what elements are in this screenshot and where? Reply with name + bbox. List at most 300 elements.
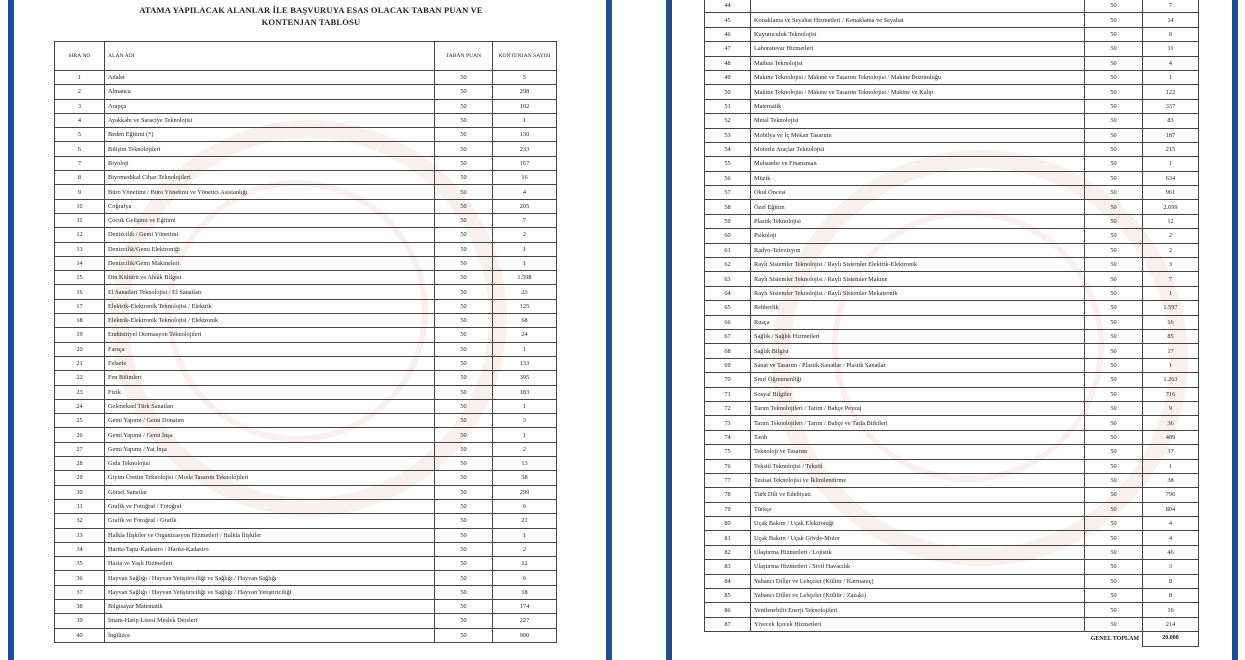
quota-count: 83 [1143,114,1199,128]
table-row [55,342,557,356]
base-points: 50 [1085,114,1143,128]
area-name: Rusça [751,315,1085,329]
area-name: Yenilenebilir Enerji Teknolojileri [751,603,1085,617]
document-page-left [16,0,606,660]
row-number: 29 [55,471,105,485]
area-name: Biyomedikal Cihaz Teknolojileri [105,171,435,185]
table-row [55,499,557,513]
area-name: Gemi Yapımı / Gemi İnşa [105,428,435,442]
row-number: 12 [55,228,105,242]
quota-count: 3 [493,414,557,428]
base-points: 50 [435,242,493,256]
table-row [705,502,1199,516]
row-number: 19 [55,328,105,342]
table-row [55,171,557,185]
base-points: 50 [1085,243,1143,257]
table-row [705,603,1199,617]
table-row [705,531,1199,545]
quota-count: 68 [493,314,557,328]
base-points: 50 [435,128,493,142]
base-points: 50 [435,285,493,299]
area-name: Tekstil Teknolojisi / Tekstil [751,459,1085,473]
base-points: 50 [435,528,493,542]
quota-count: 17 [1143,344,1199,358]
base-points: 50 [435,542,493,556]
area-name: Metal Teknolojisi [751,114,1085,128]
quota-count: 337 [1143,99,1199,113]
base-points: 50 [1085,488,1143,502]
left-margin-bar [8,0,14,660]
row-number: 21 [55,356,105,370]
row-number: 75 [705,445,751,459]
area-name: Sağlık Bilgisi [751,344,1085,358]
table-row [55,242,557,256]
base-points: 50 [1085,13,1143,27]
area-name: Gemi Yapımı / Yat İnşa [105,442,435,456]
area-name: Yabancı Diller ve Lehçeler (Kültür / Karmanıç) [751,574,1085,588]
base-points: 50 [435,499,493,513]
row-number: 14 [55,256,105,270]
row-number: 24 [55,399,105,413]
area-name: Bilgisayar Matematik [105,599,435,613]
row-number: 26 [55,428,105,442]
quota-count: 11 [1143,42,1199,56]
quota-count: 4 [493,185,557,199]
table-row [705,13,1199,27]
area-name: İmam-Hatip Lisesi Meslek Dersleri [105,614,435,628]
table-row [55,71,557,85]
table-row [705,589,1199,603]
table-row [705,488,1199,502]
quota-count: 8 [1143,27,1199,41]
quota-count: 38 [493,471,557,485]
base-points: 50 [1085,200,1143,214]
quota-count: 395 [493,371,557,385]
area-name: Coğrafya [105,199,435,213]
left-page-right-bar [606,0,612,660]
table-row [705,286,1199,300]
base-points: 50 [1085,272,1143,286]
base-points: 50 [1085,258,1143,272]
base-points: 50 [1085,545,1143,559]
area-name: Tesisat Teknolojisi ve İklimlendirme [751,473,1085,487]
table-row [705,171,1199,185]
area-name: Hasta ve Yaşlı Hizmetleri [105,557,435,571]
quota-count: 13 [493,457,557,471]
base-points: 50 [435,585,493,599]
table-row [55,213,557,227]
quota-count: 299 [493,485,557,499]
area-name: Hayvan Sağlığı / Hayvan Yetiştiriciliği ve Sağlığı / Hayvan Yetiştiriciliği [105,585,435,599]
base-points: 50 [435,471,493,485]
quota-count: 1 [493,113,557,127]
area-name: Müzik [751,171,1085,185]
base-points: 50 [1085,186,1143,200]
area-name: Sosyal Bilgiler [751,387,1085,401]
table-row [55,99,557,113]
row-number: 8 [55,171,105,185]
quota-count: 634 [1143,171,1199,185]
quota-count: 716 [1143,387,1199,401]
quota-count: 18 [493,585,557,599]
table-row [55,299,557,313]
row-number: 25 [55,414,105,428]
row-number: 9 [55,185,105,199]
row-number: 49 [705,70,751,84]
quota-count: 205 [493,199,557,213]
row-number: 13 [55,242,105,256]
area-name: Biyoloji [105,156,435,170]
base-points: 50 [435,342,493,356]
area-name: Beden Eğitimi (*) [105,128,435,142]
base-points: 50 [1085,214,1143,228]
table-row [705,0,1199,13]
row-number: 62 [705,258,751,272]
table-row [705,358,1199,372]
row-number: 30 [55,485,105,499]
row-number: 36 [55,571,105,585]
row-number: 51 [705,99,751,113]
table-row [55,228,557,242]
base-points: 50 [1085,589,1143,603]
table-row [55,85,557,99]
row-number: 15 [55,271,105,285]
base-points: 50 [1085,42,1143,56]
table-row [705,128,1199,142]
row-number: 23 [55,385,105,399]
table-row [705,214,1199,228]
base-points: 50 [435,557,493,571]
quota-count: 85 [1143,329,1199,343]
base-points: 50 [1085,286,1143,300]
base-points: 50 [435,228,493,242]
table-row [55,542,557,556]
table-row [705,85,1199,99]
table-row [55,142,557,156]
table-row [55,614,557,628]
quota-count: 133 [493,356,557,370]
table-row [705,545,1199,559]
base-points: 50 [435,385,493,399]
quota-count: 1.597 [1143,301,1199,315]
table-row [55,314,557,328]
row-number: 46 [705,27,751,41]
row-number: 57 [705,186,751,200]
document-page-right [672,0,1232,660]
table-row [55,557,557,571]
base-points: 50 [435,85,493,99]
base-points: 50 [1085,70,1143,84]
table-row [55,271,557,285]
table-row [705,229,1199,243]
row-number: 61 [705,243,751,257]
table-row [705,344,1199,358]
table-row [705,157,1199,171]
quota-count: 2 [1143,229,1199,243]
table-row [705,329,1199,343]
area-name: Makine Teknolojisi / Makine ve Tasarım Teknolojisi / Makine ve Kalıp [751,85,1085,99]
row-number: 52 [705,114,751,128]
base-points: 50 [435,614,493,628]
quota-count: 9 [1143,401,1199,415]
quota-count: 36 [1143,416,1199,430]
table-row [55,514,557,528]
quota-count: 23 [493,285,557,299]
area-name: Muhasebe ve Finansman [751,157,1085,171]
base-points: 50 [1085,459,1143,473]
quota-count: 2 [493,442,557,456]
area-name: Türk Dili ve Edebiyatı [751,488,1085,502]
quota-count: 130 [493,128,557,142]
quota-count: 1 [1143,459,1199,473]
quota-count: 961 [1143,186,1199,200]
table-row [705,315,1199,329]
base-points: 50 [435,271,493,285]
base-points: 50 [1085,517,1143,531]
total-value: 20.000 [1143,632,1199,646]
row-number: 74 [705,430,751,444]
quota-count: 24 [493,328,557,342]
base-points: 50 [435,113,493,127]
area-name: Endüstriyel Otomasyon Teknolojileri [105,328,435,342]
row-number: 71 [705,387,751,401]
area-name: Ulaştırma Hizmetleri / Lojistik [751,545,1085,559]
table-row [705,243,1199,257]
base-points: 50 [435,599,493,613]
base-points: 50 [1085,157,1143,171]
base-points: 50 [1085,502,1143,516]
quota-count: 3 [1143,258,1199,272]
base-points: 50 [1085,329,1143,343]
table-row [705,560,1199,574]
quota-count: 227 [493,614,557,628]
area-name: Bilişim Teknolojileri [105,142,435,156]
row-number: 5 [55,128,105,142]
quota-count: 122 [1143,85,1199,99]
area-name: Felsefe [105,356,435,370]
row-number: 81 [705,531,751,545]
area-name: Grafik ve Fotoğraf / Fotoğraf [105,499,435,513]
quota-count: 183 [493,385,557,399]
area-name: Geleneksel Türk Sanatları [105,399,435,413]
row-number: 33 [55,528,105,542]
quota-count: 7 [1143,0,1199,13]
base-points: 50 [1085,171,1143,185]
table-row [705,99,1199,113]
row-number: 34 [55,542,105,556]
row-number: 86 [705,603,751,617]
area-name: Makine Teknolojisi / Makine ve Tasarım Teknolojisi / Makine Bozumluğu [751,70,1085,84]
quota-count: 2 [1143,243,1199,257]
quota-count: 7 [1143,272,1199,286]
area-name: Matbaa Teknolojisi [751,56,1085,70]
base-points: 50 [435,514,493,528]
area-name: Konaklama ve Seyahat Hizmetleri / Konaklama ve Seyahat [751,13,1085,27]
base-points: 50 [435,156,493,170]
header-alan-adi: ALAN ADI [105,42,435,71]
base-points: 50 [1085,142,1143,156]
table-row [55,457,557,471]
row-number: 59 [705,214,751,228]
area-name: Mobilya ve İç Mekan Tasarımı [751,128,1085,142]
row-number: 53 [705,128,751,142]
row-number: 63 [705,272,751,286]
table-row [705,617,1199,631]
quota-count: 1 [1143,70,1199,84]
area-name: Büro Yönetimi / Büro Yönetimi ve Yönetici Asistanlığı [105,185,435,199]
base-points: 50 [1085,229,1143,243]
table-header-row [55,42,557,71]
quota-count: 796 [1143,488,1199,502]
table-row [55,199,557,213]
table-row [55,371,557,385]
base-points: 50 [435,399,493,413]
table-row [705,186,1199,200]
area-name: Sınıf Öğretmenliği [751,373,1085,387]
area-name: Harita-Tapu-Kadastro / Harita-Kadastro [105,542,435,556]
base-points: 50 [1085,574,1143,588]
base-points: 50 [1085,560,1143,574]
table-row [705,301,1199,315]
base-points: 50 [435,356,493,370]
quota-count: 1 [493,528,557,542]
row-number: 10 [55,199,105,213]
quota-count: 102 [493,99,557,113]
row-number: 38 [55,599,105,613]
area-name: Görsel Sanatlar [105,485,435,499]
base-points: 50 [435,371,493,385]
area-name: Matematik [751,99,1085,113]
row-number: 64 [705,286,751,300]
document-title-line1: ATAMA YAPILACAK ALANLAR İLE BAŞVURUYA ESAS OLACAK TABAN PUAN VE [139,5,483,15]
quota-count: 8 [1143,574,1199,588]
row-number: 48 [705,56,751,70]
row-number: 1 [55,71,105,85]
area-name: Tarih [751,430,1085,444]
base-points: 50 [435,199,493,213]
base-points: 50 [1085,99,1143,113]
base-points: 50 [435,314,493,328]
area-name [751,0,1085,13]
area-name: Gemi Yapımı / Gemi Donatım [105,414,435,428]
base-points: 50 [435,71,493,85]
quota-count: 167 [493,156,557,170]
row-number: 85 [705,589,751,603]
table-row [55,428,557,442]
base-points: 50 [1085,473,1143,487]
table-row [705,272,1199,286]
quota-count: 409 [1143,430,1199,444]
area-name: Din Kültürü ve Ahlâk Bilgisi [105,271,435,285]
row-number: 78 [705,488,751,502]
row-number: 18 [55,314,105,328]
area-name: Radyo-Televizyon [751,243,1085,257]
area-name: Tarım Teknolojileri / Tarım / Bahçe ve Tarla Bitkileri [751,416,1085,430]
area-name: Fizik [105,385,435,399]
quota-count: 8 [1143,589,1199,603]
area-name: Uçak Bakım / Uçak Gövde-Motor [751,531,1085,545]
table-row [55,128,557,142]
base-points: 50 [435,414,493,428]
row-number: 16 [55,285,105,299]
base-points: 50 [435,142,493,156]
base-points: 50 [435,571,493,585]
row-number: 69 [705,358,751,372]
base-points: 50 [435,442,493,456]
row-number: 17 [55,299,105,313]
quota-count: 1.263 [1143,373,1199,387]
row-number: 82 [705,545,751,559]
area-name: Rehberlik [751,301,1085,315]
row-number: 76 [705,459,751,473]
table-row [55,185,557,199]
table-row [55,628,557,642]
quota-count: 1 [493,256,557,270]
row-number: 70 [705,373,751,387]
quota-count: 6 [493,499,557,513]
area-name: Uçak Bakım / Uçak Elektroniği [751,517,1085,531]
area-name: Psikoloji [751,229,1085,243]
base-points: 50 [1085,56,1143,70]
row-number: 40 [55,628,105,642]
row-number: 54 [705,142,751,156]
quota-count: 16 [493,171,557,185]
base-points: 50 [435,256,493,270]
quota-count: 16 [1143,315,1199,329]
row-number: 11 [55,213,105,227]
quota-count: 298 [493,85,557,99]
row-number: 44 [705,0,751,13]
table-row [55,256,557,270]
area-name: Almanca [105,85,435,99]
quota-table-right [704,0,1199,647]
row-number: 45 [705,13,751,27]
area-name: El Sanatları Teknolojisi / El Sanatları [105,285,435,299]
table-row [55,399,557,413]
table-row [705,517,1199,531]
base-points: 50 [1085,416,1143,430]
table-row [705,459,1199,473]
table-row [705,373,1199,387]
quota-count: 4 [1143,531,1199,545]
base-points: 50 [435,328,493,342]
quota-count: 174 [493,599,557,613]
table-row [55,113,557,127]
row-number: 83 [705,560,751,574]
quota-count: 21 [493,514,557,528]
table-row [55,156,557,170]
table-row [705,473,1199,487]
base-points: 50 [1085,430,1143,444]
total-row [705,632,1199,646]
base-points: 50 [435,299,493,313]
row-number: 39 [55,614,105,628]
table-row [705,445,1199,459]
quota-count: 37 [1143,445,1199,459]
quota-count: 1 [493,399,557,413]
quota-count: 2 [493,228,557,242]
row-number: 79 [705,502,751,516]
area-name: Sağlık / Sağlık Hizmetleri [751,329,1085,343]
area-name: Teknoloji ve Tasarım [751,445,1085,459]
base-points: 50 [1085,358,1143,372]
row-number: 22 [55,371,105,385]
table-row [705,258,1199,272]
area-name: Sanat ve Tasarım / Plastik Sanatlar / Plastik Sanatlar [751,358,1085,372]
area-name: Ayakkabı ve Saraciye Teknolojisi [105,113,435,127]
base-points: 50 [1085,315,1143,329]
quota-count: 1 [493,428,557,442]
